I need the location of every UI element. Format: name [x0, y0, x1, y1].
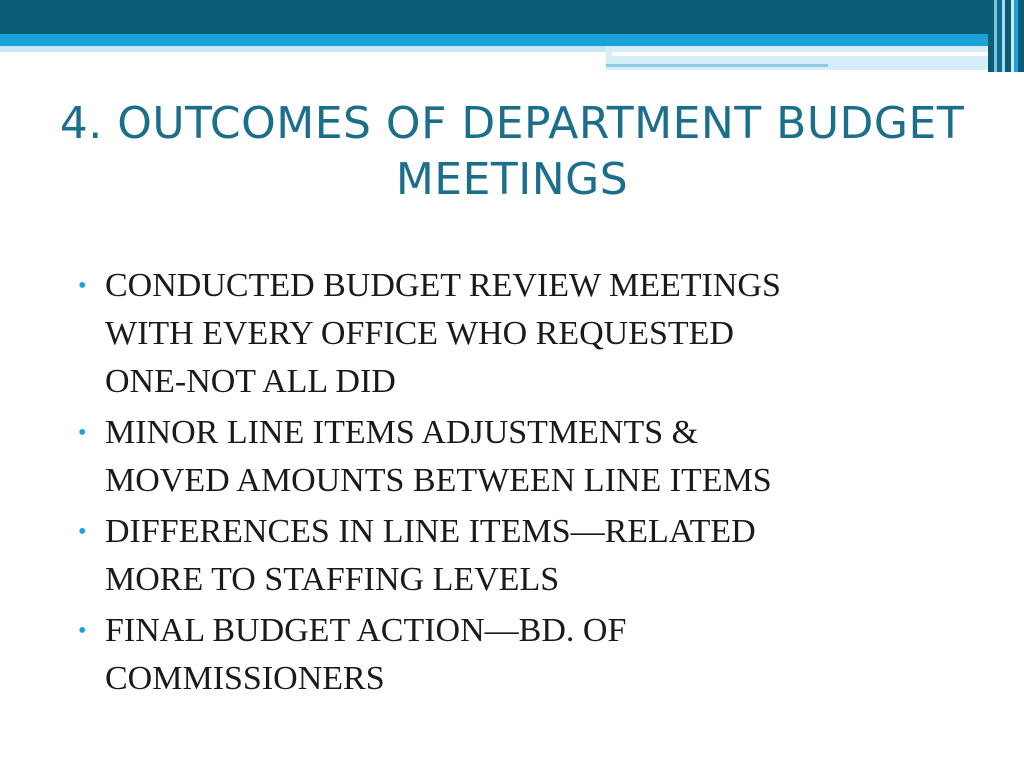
bullet-line: FINAL BUDGET ACTION—BD. OF	[105, 612, 627, 649]
bullet-text	[105, 508, 958, 604]
bullet-line: CONDUCTED BUDGET REVIEW MEETINGS	[105, 267, 781, 304]
bullet-line: WITH EVERY OFFICE WHO REQUESTED	[105, 315, 734, 352]
bullet-line: MORE TO STAFFING LEVELS	[105, 561, 560, 598]
bullet-text	[105, 607, 958, 703]
bullet-list	[78, 262, 958, 706]
slide-title-line: 4. OUTCOMES OF DEPARTMENT BUDGET	[59, 98, 965, 149]
bullet-line: DIFFERENCES IN LINE ITEMS—RELATED	[105, 513, 756, 550]
bullet-line: COMMISSIONERS	[105, 660, 385, 697]
slide-title-line: MEETINGS	[395, 154, 629, 205]
slide-title	[40, 96, 984, 208]
header-banner	[0, 0, 1024, 72]
bullet-item	[78, 262, 958, 406]
bullet-line: ONE-NOT ALL DID	[105, 363, 396, 400]
bullet-line: MINOR LINE ITEMS ADJUSTMENTS &	[105, 414, 699, 451]
bullet-icon: •	[78, 420, 87, 446]
bullet-line: MOVED AMOUNTS BETWEEN LINE ITEMS	[105, 462, 772, 499]
banner-dark-band	[0, 0, 1024, 34]
banner-stripe	[1018, 0, 1024, 72]
bullet-item	[78, 508, 958, 604]
bullet-item	[78, 607, 958, 703]
banner-mid-band	[0, 34, 1024, 46]
banner-right-accent-line	[606, 64, 828, 67]
banner-vertical-stripes	[988, 0, 1024, 72]
bullet-text	[105, 262, 958, 406]
bullet-item	[78, 409, 958, 505]
bullet-icon: •	[78, 273, 87, 299]
bullet-icon: •	[78, 618, 87, 644]
bullet-text	[105, 409, 958, 505]
banner-right-line	[612, 52, 1024, 56]
bullet-icon: •	[78, 519, 87, 545]
